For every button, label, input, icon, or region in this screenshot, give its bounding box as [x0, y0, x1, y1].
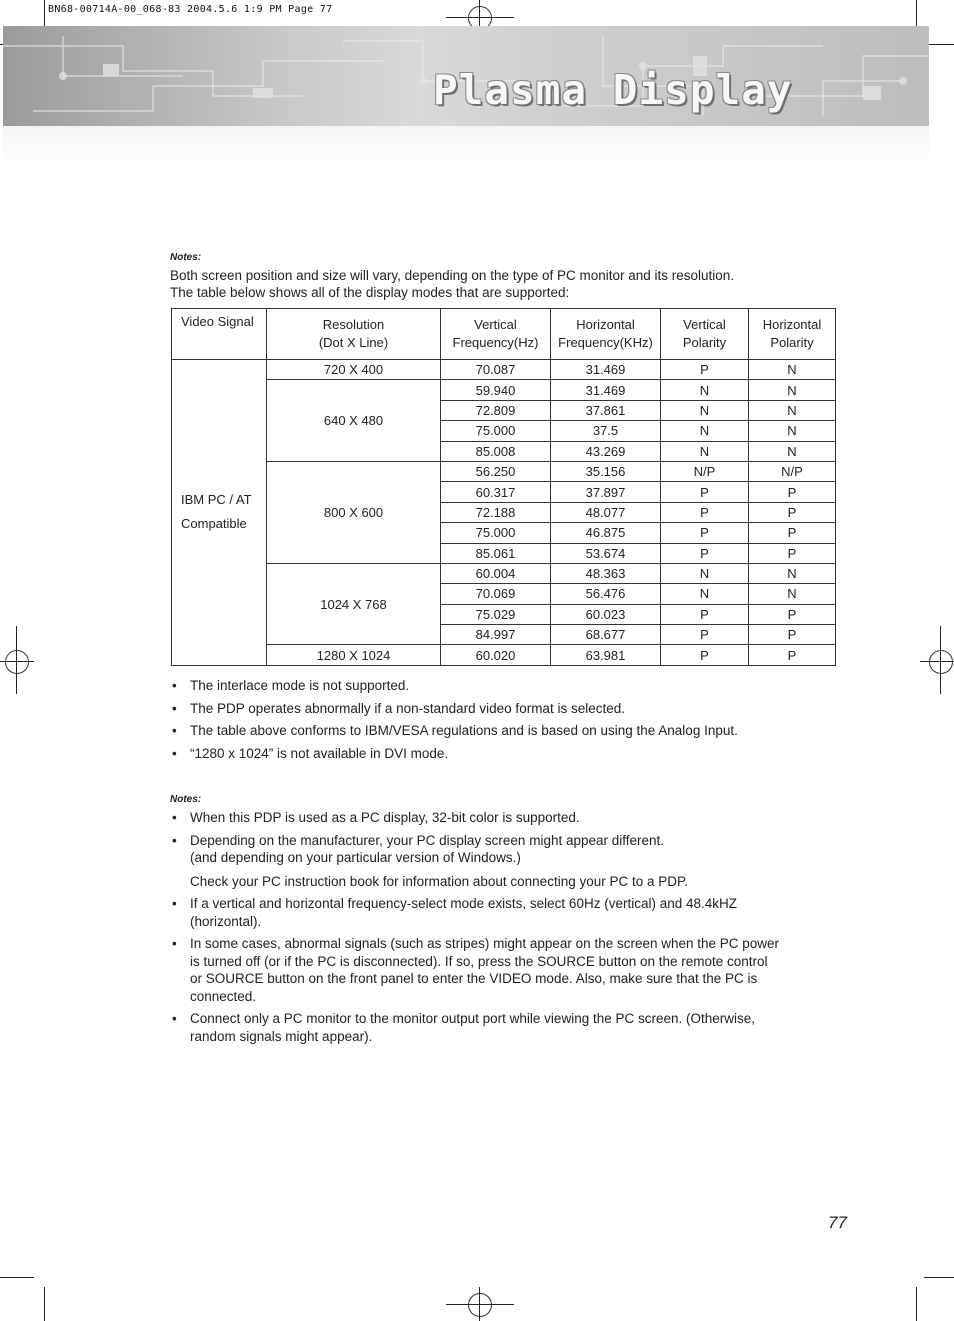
horizontal-polarity-cell: P [749, 523, 836, 543]
vertical-polarity-cell: N/P [661, 461, 749, 481]
table-header-row [172, 309, 836, 360]
resolution-cell: 800 X 600 [267, 461, 441, 563]
vertical-polarity-cell: P [661, 625, 749, 645]
print-slug: BN68-00714A-00_068-83 2004.5.6 1:9 PM Page 77 [48, 4, 333, 15]
vertical-frequency-cell: 60.004 [441, 563, 551, 583]
list-item: • “1280 x 1024” is not available in DVI mode. [172, 745, 738, 763]
page-title: Plasma Display [433, 66, 793, 114]
table-row [172, 360, 836, 380]
list-item: • In some cases, abnormal signals (such as stripes) might appear on the screen when the PC power is turned off (or if the PC is disconnected). If so, press the SOURCE button on the remote control or SOURCE button on the front panel to enter the VIDEO mode. Also, make sure that the PC is connected. [172, 935, 779, 1005]
horizontal-polarity-cell: N [749, 380, 836, 400]
vertical-frequency-cell: 75.000 [441, 523, 551, 543]
horizontal-polarity-cell: P [749, 502, 836, 522]
vertical-polarity-cell: N [661, 421, 749, 441]
horizontal-frequency-cell: 37.897 [551, 482, 661, 502]
horizontal-polarity-cell: N [749, 441, 836, 461]
resolution-cell: 1280 X 1024 [267, 645, 441, 665]
vertical-frequency-cell: 60.020 [441, 645, 551, 665]
list-item: • Depending on the manufacturer, your PC display screen might appear different. (and depending on your particular version of Windows.) Check your PC instruction book for information about connecting your PC to a PDP. [172, 832, 779, 891]
horizontal-frequency-cell: 53.674 [551, 543, 661, 563]
header-horizontal-polarity: Horizontal Polarity [749, 309, 836, 360]
header-resolution: Resolution (Dot X Line) [267, 309, 441, 360]
vertical-frequency-cell: 84.997 [441, 625, 551, 645]
vertical-frequency-cell: 75.000 [441, 421, 551, 441]
table-row [172, 563, 836, 583]
table-notes-list [172, 677, 738, 762]
horizontal-frequency-cell: 63.981 [551, 645, 661, 665]
vertical-polarity-cell: N [661, 400, 749, 420]
vertical-polarity-cell: P [661, 543, 749, 563]
resolution-cell: 720 X 400 [267, 360, 441, 380]
horizontal-frequency-cell: 60.023 [551, 604, 661, 624]
notes-label: Notes: [170, 252, 202, 263]
vertical-frequency-cell: 72.809 [441, 400, 551, 420]
horizontal-frequency-cell: 48.077 [551, 502, 661, 522]
crop-mark-bottom-left [44, 1287, 45, 1321]
vertical-polarity-cell: P [661, 482, 749, 502]
list-item: • The table above conforms to IBM/VESA regulations and is based on using the Analog Input. [172, 722, 738, 740]
vertical-polarity-cell: N [661, 563, 749, 583]
header-video-signal: Video Signal [172, 309, 267, 360]
vertical-frequency-cell: 72.188 [441, 502, 551, 522]
horizontal-frequency-cell: 68.677 [551, 625, 661, 645]
vertical-frequency-cell: 85.008 [441, 441, 551, 461]
horizontal-frequency-cell: 37.861 [551, 400, 661, 420]
horizontal-frequency-cell: 48.363 [551, 563, 661, 583]
vertical-polarity-cell: P [661, 645, 749, 665]
header-fade [3, 126, 929, 166]
page-number: 77 [828, 1213, 847, 1232]
video-signal-cell: IBM PC / AT Compatible [172, 360, 267, 666]
vertical-frequency-cell: 70.069 [441, 584, 551, 604]
header-vertical-frequency: Vertical Frequency(Hz) [441, 309, 551, 360]
header-horizontal-frequency: Horizontal Frequency(KHz) [551, 309, 661, 360]
crop-mark-bottom-right [916, 1287, 917, 1321]
vertical-frequency-cell: 56.250 [441, 461, 551, 481]
horizontal-polarity-cell: P [749, 604, 836, 624]
vertical-frequency-cell: 70.087 [441, 360, 551, 380]
notes-label-2: Notes: [170, 794, 202, 805]
horizontal-polarity-cell: N [749, 584, 836, 604]
vertical-polarity-cell: N [661, 441, 749, 461]
table-row [172, 461, 836, 481]
vertical-frequency-cell: 85.061 [441, 543, 551, 563]
horizontal-frequency-cell: 56.476 [551, 584, 661, 604]
crop-mark-bottom-right-h [924, 1277, 954, 1278]
list-item: • When this PDP is used as a PC display, 32-bit color is supported. [172, 809, 779, 827]
horizontal-polarity-cell: N [749, 360, 836, 380]
horizontal-polarity-cell: P [749, 645, 836, 665]
horizontal-polarity-cell: N [749, 400, 836, 420]
horizontal-polarity-cell: N [749, 421, 836, 441]
horizontal-polarity-cell: P [749, 482, 836, 502]
header-vertical-polarity: Vertical Polarity [661, 309, 749, 360]
horizontal-frequency-cell: 31.469 [551, 360, 661, 380]
list-item: • Connect only a PC monitor to the monitor output port while viewing the PC screen. (Otherwise, random signals might appear). [172, 1010, 779, 1045]
horizontal-polarity-cell: P [749, 625, 836, 645]
vertical-polarity-cell: P [661, 360, 749, 380]
vertical-polarity-cell: N [661, 380, 749, 400]
table-row [172, 380, 836, 400]
vertical-frequency-cell: 59.940 [441, 380, 551, 400]
vertical-polarity-cell: P [661, 604, 749, 624]
horizontal-frequency-cell: 46.875 [551, 523, 661, 543]
vertical-frequency-cell: 60.317 [441, 482, 551, 502]
vertical-polarity-cell: P [661, 523, 749, 543]
horizontal-polarity-cell: N [749, 563, 836, 583]
horizontal-frequency-cell: 43.269 [551, 441, 661, 461]
list-item: • The interlace mode is not supported. [172, 677, 738, 695]
horizontal-polarity-cell: P [749, 543, 836, 563]
resolution-cell: 1024 X 768 [267, 563, 441, 645]
table-row [172, 645, 836, 665]
vertical-polarity-cell: P [661, 502, 749, 522]
intro-line-2: The table below shows all of the display modes that are supported: [170, 285, 570, 300]
list-item: • The PDP operates abnormally if a non-standard video format is selected. [172, 700, 738, 718]
resolution-cell: 640 X 480 [267, 380, 441, 462]
horizontal-frequency-cell: 35.156 [551, 461, 661, 481]
crop-mark-bottom-left-h [0, 1277, 34, 1278]
horizontal-polarity-cell: N/P [749, 461, 836, 481]
vertical-frequency-cell: 75.029 [441, 604, 551, 624]
pc-notes-list [172, 809, 779, 1045]
list-item: • If a vertical and horizontal frequency-select mode exists, select 60Hz (vertical) and 48.4kHZ (horizontal). [172, 895, 779, 930]
vertical-polarity-cell: N [661, 584, 749, 604]
horizontal-frequency-cell: 37.5 [551, 421, 661, 441]
horizontal-frequency-cell: 31.469 [551, 380, 661, 400]
display-modes-table [171, 308, 836, 666]
intro-line-1: Both screen position and size will vary, depending on the type of PC monitor and its resolution. [170, 268, 735, 283]
